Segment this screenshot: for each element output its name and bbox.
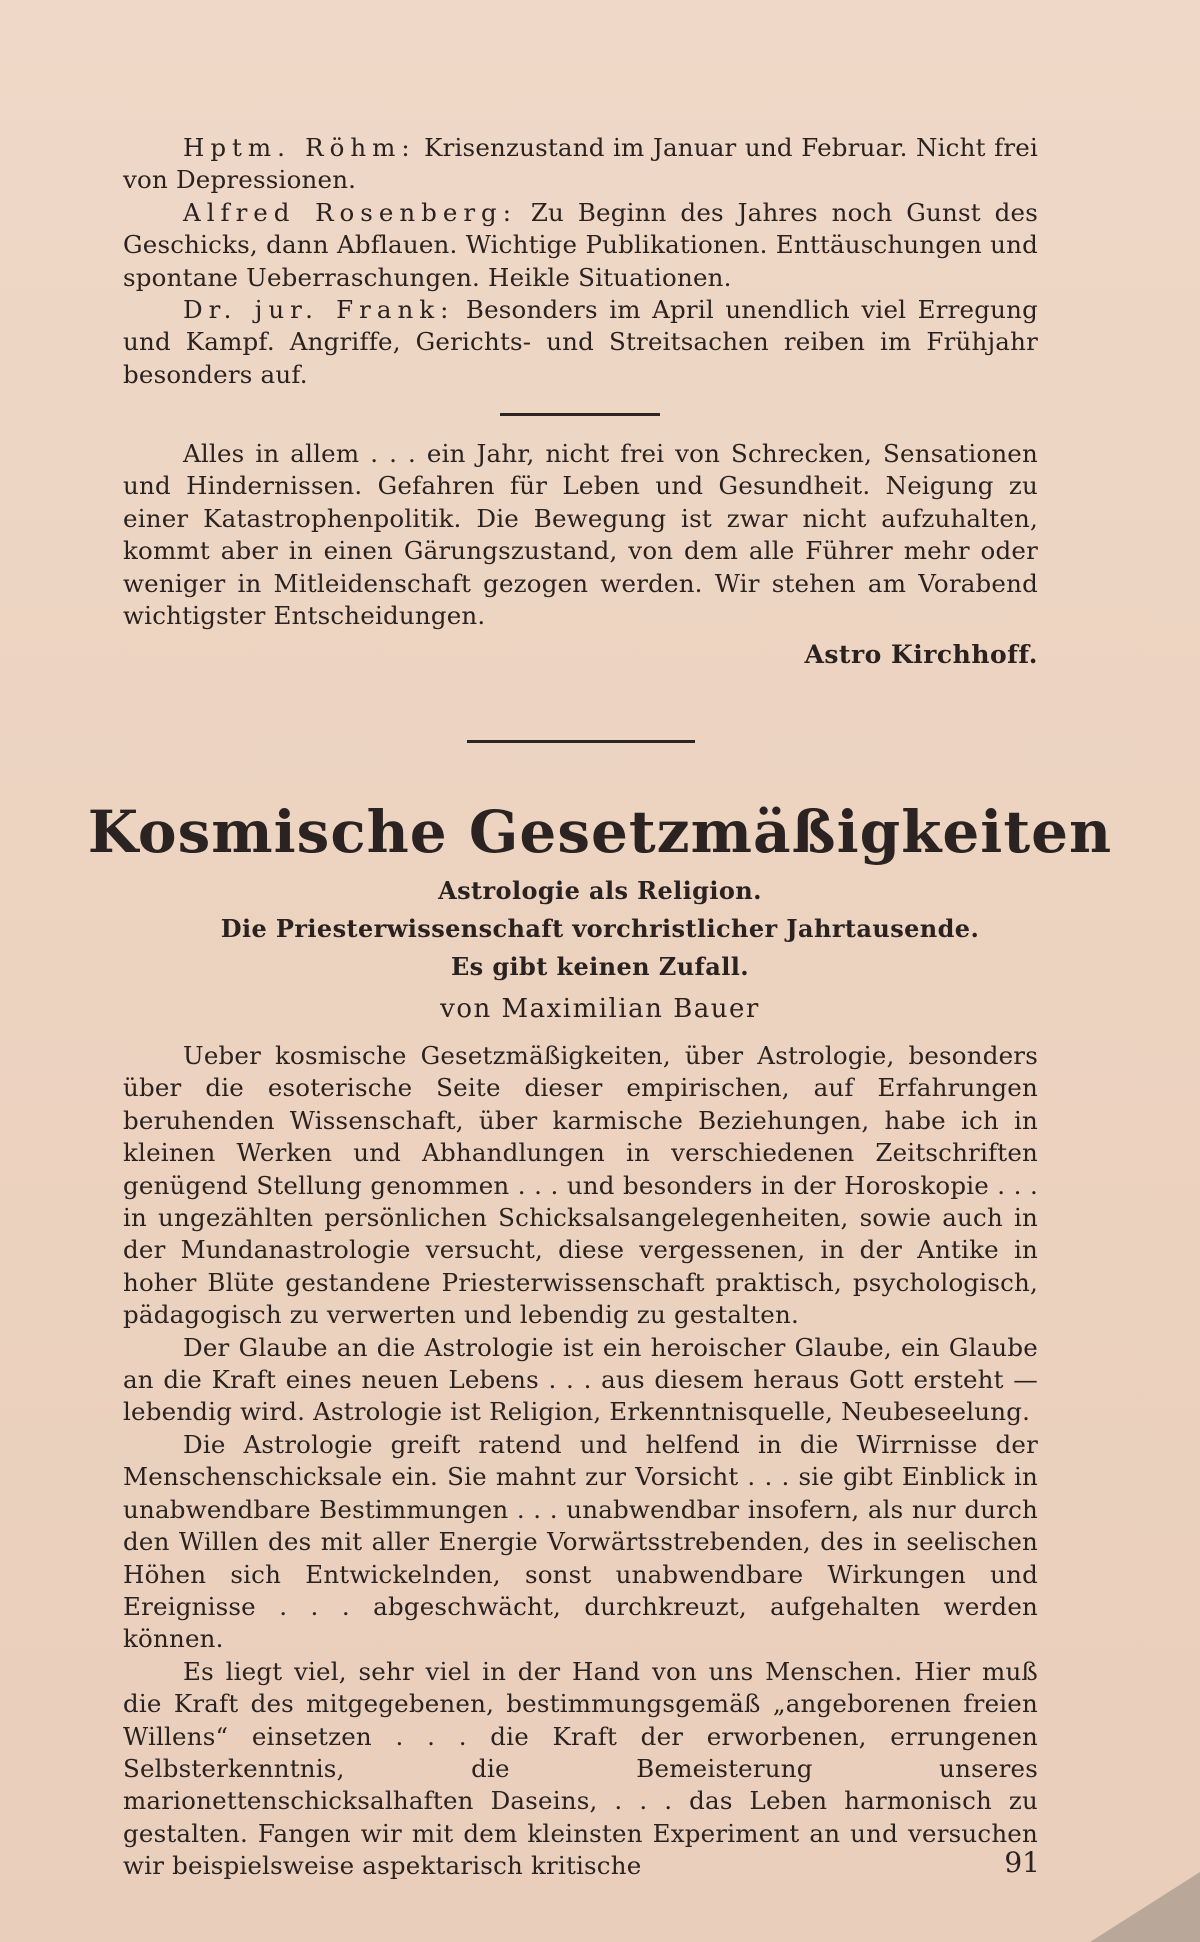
horoscope-section [123, 132, 1038, 391]
summary-paragraph: Alles in allem . . . ein Jahr, nicht frei von Schrecken, Sensationen und Hindernissen. Gefahren für Leben und Gesundheit. Neigung zu einer Katastrophenpolitik. Die Bewegung ist zwar nicht aufzuhalten, kommt aber in einen Gärungszustand, von dem alle Führer mehr oder weniger in Mitleidenschaft gezogen werden. Wir stehen am Vorabend wichtigster Entscheidungen. [123, 439, 1038, 631]
article-divider [467, 740, 695, 743]
article-subtitle: Die Priesterwissenschaft vorchristlicher Jahrtausende. [220, 914, 980, 943]
body-paragraph: Die Astrologie greift ratend und helfend in die Wirrnisse der Menschenschicksale ein. Sie mahnt zur Vorsicht . . . sie gibt Einblick in unabwendbare Bestimmungen . . . unabwendbar insofern, als nur durch den Willen des mit aller Energie Vorwärtsstrebenden, des in seelischen Höhen sich Entwickelnden, sonst unabwendbare Wirkungen und Ereignisse . . . abgeschwächt, durchkreuzt, aufgehalten werden können. [123, 1429, 1038, 1654]
article-title: Kosmische Gesetzmäßigkeiten [87, 798, 1113, 866]
body-paragraph: Der Glaube an die Astrologie ist ein heroischer Glaube, ein Glaube an die Kraft eines neuen Lebens . . . aus diesem heraus Gott ersteht — lebendig wird. Astrologie ist Religion, Erkenntnisquelle, Neubeseelung. [123, 1332, 1038, 1427]
entry-text: Zu Beginn des Jahres noch Gunst des Geschicks, dann Abflauen. Wichtige Publikationen. Enttäuschungen und spontane Ueberraschungen. Heikle Situationen. [123, 197, 1038, 292]
folded-corner [1090, 1872, 1200, 1942]
entry-name: Hptm. Röhm: [183, 133, 416, 162]
entry-name: Dr. jur. Frank: [183, 295, 455, 325]
summary-section [123, 438, 1038, 632]
entry-name: Alfred Rosenberg: [183, 197, 517, 227]
article-body [123, 1040, 1038, 1883]
article-subtitle: Astrologie als Religion. [438, 876, 762, 905]
entry-text: Krisenzustand im Januar und Februar. Nicht frei von Depressionen. [123, 133, 1038, 195]
page-number: 91 [1004, 1846, 1040, 1879]
section-divider [500, 413, 660, 416]
article-author: von Maximilian Bauer [440, 994, 760, 1024]
entry-rosenberg [123, 197, 1038, 294]
body-paragraph: Es liegt viel, sehr viel in der Hand von uns Menschen. Hier muß die Kraft des mitgegebenen, bestimmungsgemäß „angeborenen freien Willens“ einsetzen . . . die Kraft der erworbenen, errungenen Selbsterkenntnis, die Bemeisterung unseres marionettenschicksalhaften Daseins, . . . das Leben harmonisch zu gestalten. Fangen wir mit dem kleinsten Experiment an und versuchen wir beispielsweise aspektarisch kritische [123, 1656, 1038, 1881]
entry-text: Besonders im April unendlich viel Erregung und Kampf. Angriffe, Gerichts- und Streitsachen reiben im Frühjahr besonders auf. [123, 295, 1038, 389]
entry-frank [123, 294, 1038, 391]
entry-roehm [123, 132, 1038, 197]
body-paragraph: Ueber kosmische Gesetzmäßigkeiten, über Astrologie, besonders über die esoterische Seite dieser empirischen, auf Erfahrungen beruhenden Wissenschaft, über karmische Beziehungen, habe ich in kleinen Werken und Abhandlungen in verschiedenen Zeitschriften genügend Stellung genommen . . . und besonders in der Horoskopie . . . in ungezählten persönlichen Schicksalsangelegenheiten, sowie auch in der Mundanastrologie versucht, diese vergessenen, in der Antike in hoher Blüte gestandene Priesterwissenschaft praktisch, psychologisch, pädagogisch zu verwerten und lebendig zu gestalten. [123, 1041, 1038, 1330]
signature: Astro Kirchhoff. [804, 640, 1038, 669]
article-subtitle: Es gibt keinen Zufall. [450, 952, 750, 981]
